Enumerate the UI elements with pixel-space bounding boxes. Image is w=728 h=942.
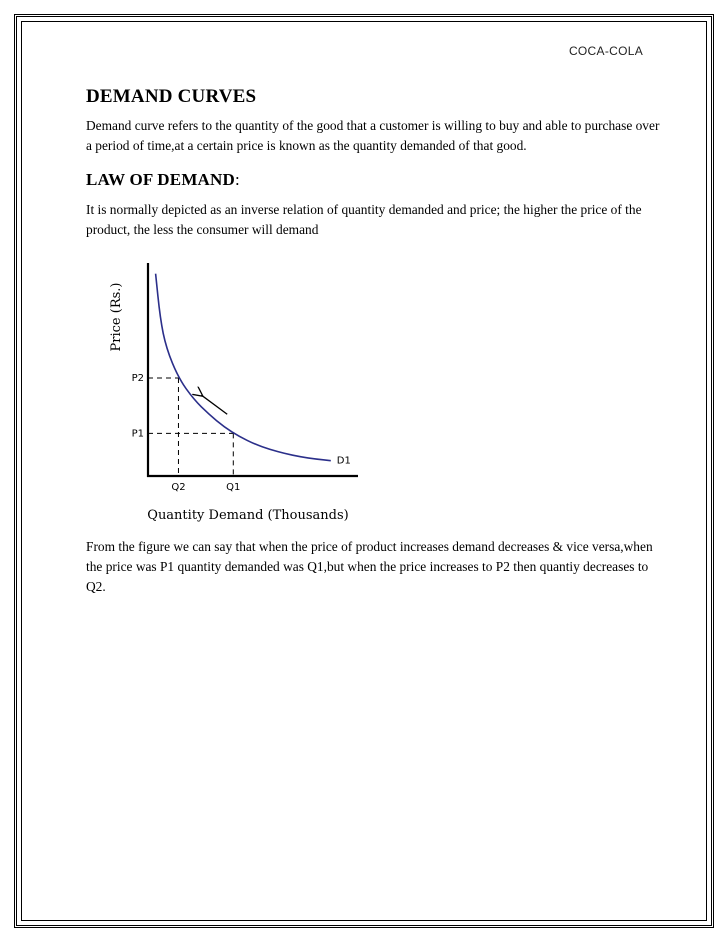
law-of-demand-colon: : (235, 170, 240, 189)
section-heading-law-of-demand (86, 170, 661, 190)
demand-curve-line (156, 274, 331, 461)
paragraph-conclusion: From the figure we can say that when the price of product increases demand decreases & vice versa,when the price was P1 quantity demanded was Q1,but when the price increases to P2 then quantiy decreases to Q2. (86, 539, 653, 594)
paragraph-law-of-demand: It is normally depicted as an inverse relation of quantity demanded and price; the higher the price of the product, the less the consumer will demand (86, 202, 642, 237)
x-axis-label: Quantity Demand (Thousands) (147, 508, 349, 523)
guide-lines (148, 378, 233, 476)
x-tick-label-q1: Q1 (226, 482, 241, 493)
y-tick-label-p2: P2 (131, 373, 144, 385)
demand-curve-svg (98, 255, 368, 527)
y-tick-label-p1: P1 (131, 428, 144, 440)
main-content (86, 86, 661, 240)
series-label-d1: D1 (336, 455, 351, 467)
demand-curve-chart (98, 255, 368, 527)
conclusion-section (86, 537, 661, 597)
page-header: COCA-COLA (568, 44, 643, 58)
law-of-demand-title: LAW OF DEMAND (86, 170, 235, 189)
section-heading-demand-curves: DEMAND CURVES (86, 86, 257, 107)
y-axis-label: Price (Rs.) (109, 282, 124, 352)
paragraph-demand-curves: Demand curve refers to the quantity of the good that a customer is willing to buy and able to purchase over a period of time,at a certain price is known as the quantity demanded of that good. (86, 118, 660, 153)
x-tick-label-q2: Q2 (171, 482, 186, 493)
